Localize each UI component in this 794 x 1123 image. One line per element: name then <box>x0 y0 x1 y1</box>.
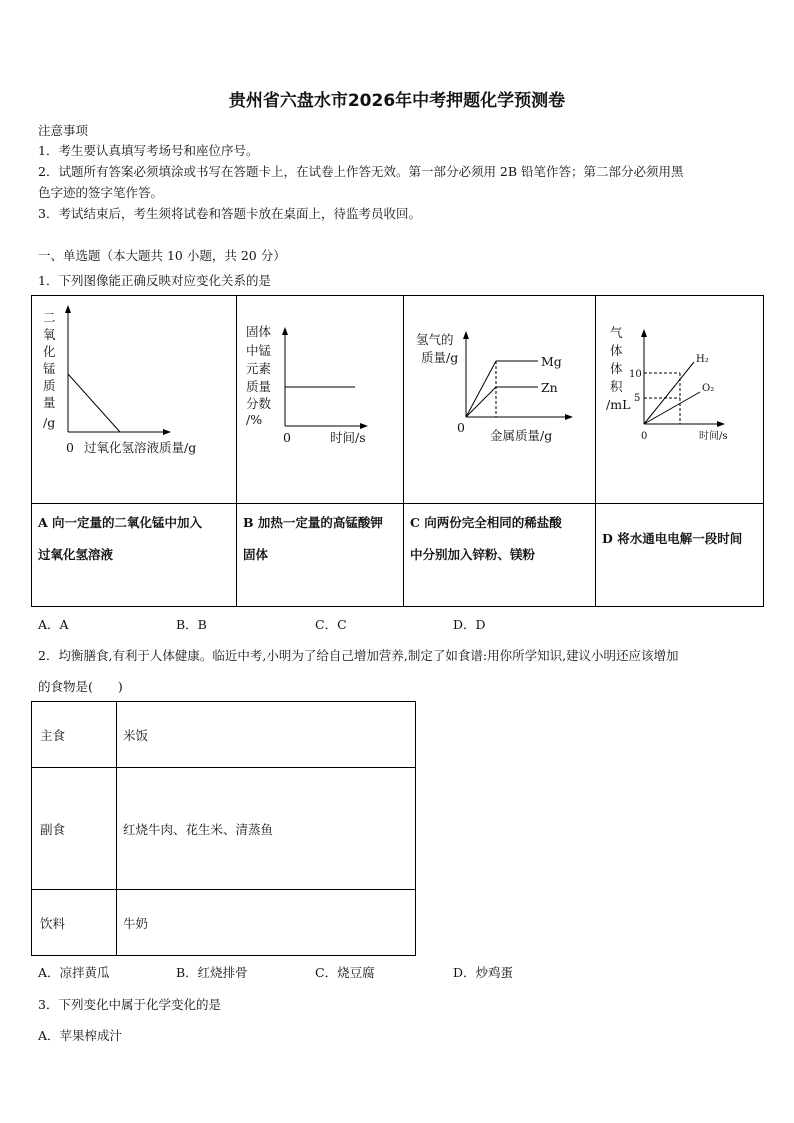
fig-a-origin: 0 <box>66 440 74 455</box>
fig-b-ylabel: /% <box>246 412 263 427</box>
caption-b <box>243 507 383 571</box>
option-b[interactable]: B．红烧排骨 <box>176 965 248 980</box>
caption-c-line: C 向两份完全相同的稀盐酸 <box>410 515 562 530</box>
option-d[interactable]: D．D <box>453 617 486 632</box>
fig-a-ylabel: 二 <box>43 310 56 325</box>
fig-c-xlabel: 金属质量/g <box>490 428 553 443</box>
fig-d-series-h2: H₂ <box>696 354 709 365</box>
fig-c-series-mg: Mg <box>541 354 562 369</box>
option-a[interactable]: A．苹果榨成汁 <box>38 1028 123 1043</box>
fig-a-ylabel: 氧 <box>43 327 56 342</box>
fig-a-ylabel: 量 <box>43 395 56 410</box>
caption-d <box>602 523 742 555</box>
fig-a-ylabel: 化 <box>43 344 56 359</box>
table-cell-key: 饮料 <box>40 916 66 931</box>
table-cell-value: 红烧牛肉、花生米、清蒸鱼 <box>123 822 274 837</box>
table-cell-value: 米饭 <box>123 728 149 743</box>
fig-a-ylabel: /g <box>43 415 56 430</box>
fig-d-tick: 5 <box>634 393 641 404</box>
fig-d-ylabel: /mL <box>606 397 631 412</box>
fig-d-ylabel: 积 <box>610 379 623 394</box>
fig-b-ylabel: 中锰 <box>246 343 272 358</box>
caption-a-line: 过氧化氢溶液 <box>38 547 114 562</box>
figure-b <box>237 296 403 506</box>
table-cell-value: 牛奶 <box>123 916 149 931</box>
option-d[interactable]: D．炒鸡蛋 <box>453 965 514 980</box>
fig-d-tick: 10 <box>629 369 642 380</box>
caption-c-line: 中分别加入锌粉、镁粉 <box>410 547 536 562</box>
caption-d-line: D 将水通电电解一段时间 <box>602 531 743 546</box>
fig-a-ylabel: 质 <box>43 378 56 393</box>
figure-d <box>596 296 763 506</box>
caption-b-line: 固体 <box>243 547 269 562</box>
fig-d-series-o2: O₂ <box>702 383 715 394</box>
fig-d-xlabel: 时间/s <box>699 431 728 442</box>
fig-c-series-zn: Zn <box>541 380 558 395</box>
option-a[interactable]: A．凉拌黄瓜 <box>38 965 110 980</box>
notes-item: 色字迹的签字笔作答。 <box>38 185 164 200</box>
option-c[interactable]: C．烧豆腐 <box>315 965 375 980</box>
menu-table <box>31 701 416 956</box>
option-b[interactable]: B．B <box>176 617 207 632</box>
caption-c <box>410 507 562 571</box>
table-cell-key: 主食 <box>40 728 66 743</box>
notes-heading: 注意事项 <box>38 123 89 138</box>
fig-d-ylabel: 体 <box>610 361 623 376</box>
table-cell-key: 副食 <box>40 822 66 837</box>
fig-b-ylabel: 分数 <box>246 396 272 411</box>
fig-b-ylabel: 固体 <box>246 324 272 339</box>
fig-c-origin: 0 <box>457 420 465 435</box>
notes-item: 2．试题所有答案必须填涂或书写在答题卡上，在试卷上作答无效。第一部分必须用 2B 铅笔作答；第二部分必须用黑 <box>38 164 684 179</box>
fig-a-xlabel: 过氧化氢溶液质量/g <box>84 440 197 455</box>
question-stem: 的食物是( ) <box>38 679 123 694</box>
fig-b-ylabel: 质量 <box>246 379 272 394</box>
caption-b-line: B 加热一定量的高锰酸钾 <box>243 515 383 530</box>
fig-c-ylabel: 氢气的 <box>416 332 454 347</box>
page-title: 贵州省六盘水市2026年中考押题化学预测卷 <box>228 91 566 111</box>
question-stem: 1．下列图像能正确反映对应变化关系的是 <box>38 273 271 288</box>
fig-d-ylabel: 体 <box>610 343 623 358</box>
fig-b-xlabel: 时间/s <box>330 430 366 445</box>
caption-a <box>38 507 202 571</box>
option-c[interactable]: C．C <box>315 617 347 632</box>
fig-b-origin: 0 <box>283 430 291 445</box>
notes-item: 3．考试结束后，考生须将试卷和答题卡放在桌面上，待监考员收回。 <box>38 206 421 221</box>
notes-item: 1．考生要认真填写考场号和座位序号。 <box>38 143 259 158</box>
figure-c <box>404 296 595 506</box>
option-a[interactable]: A．A <box>38 617 69 632</box>
fig-a-ylabel: 锰 <box>43 361 56 376</box>
figure-a <box>32 296 236 506</box>
fig-d-origin: 0 <box>641 431 648 442</box>
section-heading: 一、单选题（本大题共 10 小题，共 20 分） <box>38 248 286 263</box>
question-stem: 2．均衡膳食,有利于人体健康。临近中考,小明为了给自己增加营养,制定了如食谱:用你所学知识,建议小明还应该增加 <box>38 648 679 663</box>
fig-c-ylabel: 质量/g <box>421 350 459 365</box>
fig-b-ylabel: 元素 <box>246 361 272 376</box>
question-stem: 3．下列变化中属于化学变化的是 <box>38 997 221 1012</box>
caption-a-line: A 向一定量的二氧化锰中加入 <box>38 515 203 530</box>
fig-d-ylabel: 气 <box>610 325 623 340</box>
